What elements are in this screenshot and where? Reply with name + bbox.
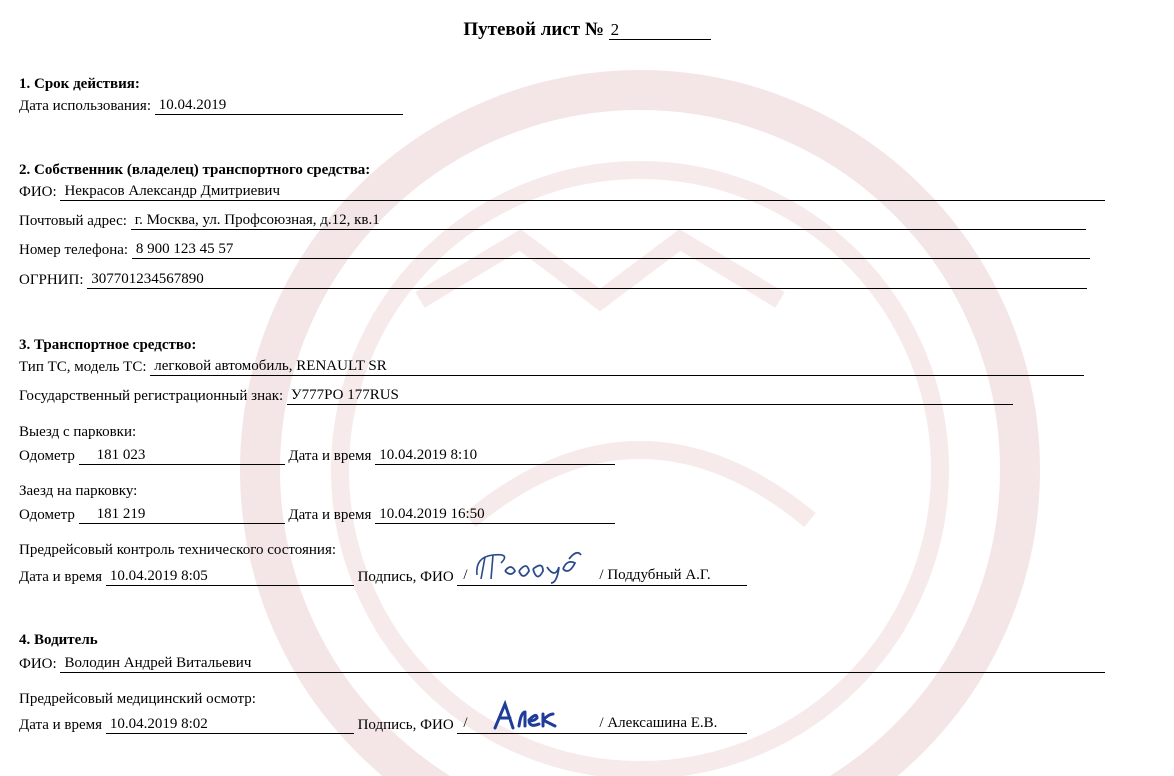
tech-datetime-label: Дата и время xyxy=(19,569,103,585)
vehicle-plate-value: У777РО 177RUS xyxy=(287,386,1013,405)
arrival-odometer-label: Одометр xyxy=(19,507,75,523)
section-vehicle-heading: 3. Транспортное средство: xyxy=(19,337,197,353)
vehicle-plate-label: Государственный регистрационный знак: xyxy=(19,388,284,404)
vehicle-plate-row xyxy=(19,386,1013,405)
owner-phone-value: 8 900 123 45 57 xyxy=(132,240,1090,259)
section-validity-heading: 1. Срок действия: xyxy=(19,76,140,92)
vehicle-type-label: Тип ТС, модель ТС: xyxy=(19,359,147,375)
tech-sign-name: / Поддубный А.Г. xyxy=(599,567,711,583)
vehicle-type-row xyxy=(19,357,1084,376)
med-datetime-label: Дата и время xyxy=(19,717,103,733)
med-signature-image xyxy=(491,700,581,732)
owner-ogrnip-value: 307701234567890 xyxy=(87,270,1087,289)
arrival-datetime-value: 10.04.2019 16:50 xyxy=(375,505,615,524)
owner-phone-label: Номер телефона: xyxy=(19,242,129,258)
departure-odometer-value: 181 023 xyxy=(79,446,285,465)
document-number: 2 xyxy=(609,21,711,40)
owner-fio-label: ФИО: xyxy=(19,184,57,200)
med-check-heading: Предрейсовый медицинский осмотр: xyxy=(19,691,256,707)
owner-ogrnip-label: ОГРНИП: xyxy=(19,272,84,288)
driver-fio-label: ФИО: xyxy=(19,656,57,672)
vehicle-type-value: легковой автомобиль, RENAULT SR xyxy=(150,357,1084,376)
arrival-heading: Заезд на парковку: xyxy=(19,483,138,499)
usage-date-label: Дата использования: xyxy=(19,98,151,114)
tech-sign-slash: / xyxy=(463,567,468,583)
tech-control-heading: Предрейсовый контроль технического состояния: xyxy=(19,542,337,558)
tech-control-row xyxy=(19,552,747,586)
owner-fio-row xyxy=(19,182,1105,201)
arrival-odometer-value: 181 219 xyxy=(79,505,285,524)
driver-fio-row xyxy=(19,654,1105,673)
usage-date-value: 10.04.2019 xyxy=(155,96,403,115)
med-check-row xyxy=(19,700,747,734)
departure-row xyxy=(19,446,615,465)
arrival-row xyxy=(19,505,615,524)
document-title-label: Путевой лист № xyxy=(463,19,604,40)
med-sign-slash: / xyxy=(463,715,468,731)
departure-odometer-label: Одометр xyxy=(19,448,75,464)
document-title xyxy=(0,19,1174,41)
tech-datetime-value: 10.04.2019 8:05 xyxy=(106,567,354,586)
owner-address-label: Почтовый адрес: xyxy=(19,213,127,229)
tech-signature-image xyxy=(471,549,591,585)
usage-date-row xyxy=(19,96,403,115)
med-sign-name: / Алексашина Е.В. xyxy=(599,715,718,731)
arrival-datetime-label: Дата и время xyxy=(288,507,372,523)
departure-heading: Выезд с парковки: xyxy=(19,424,137,440)
section-owner-heading: 2. Собственник (владелец) транспортного средства: xyxy=(19,162,371,178)
owner-address-row xyxy=(19,211,1086,230)
owner-ogrnip-row xyxy=(19,270,1087,289)
med-datetime-value: 10.04.2019 8:02 xyxy=(106,715,354,734)
section-driver-heading: 4. Водитель xyxy=(19,632,98,648)
tech-signature-field xyxy=(457,552,747,586)
driver-fio-value: Володин Андрей Витальевич xyxy=(60,654,1105,673)
med-sign-label: Подпись, ФИО xyxy=(357,717,454,733)
departure-datetime-value: 10.04.2019 8:10 xyxy=(375,446,615,465)
med-signature-field xyxy=(457,700,747,734)
owner-fio-value: Некрасов Александр Дмитриевич xyxy=(60,182,1105,201)
owner-address-value: г. Москва, ул. Профсоюзная, д.12, кв.1 xyxy=(131,211,1086,230)
owner-phone-row xyxy=(19,240,1090,259)
departure-datetime-label: Дата и время xyxy=(288,448,372,464)
tech-sign-label: Подпись, ФИО xyxy=(357,569,454,585)
